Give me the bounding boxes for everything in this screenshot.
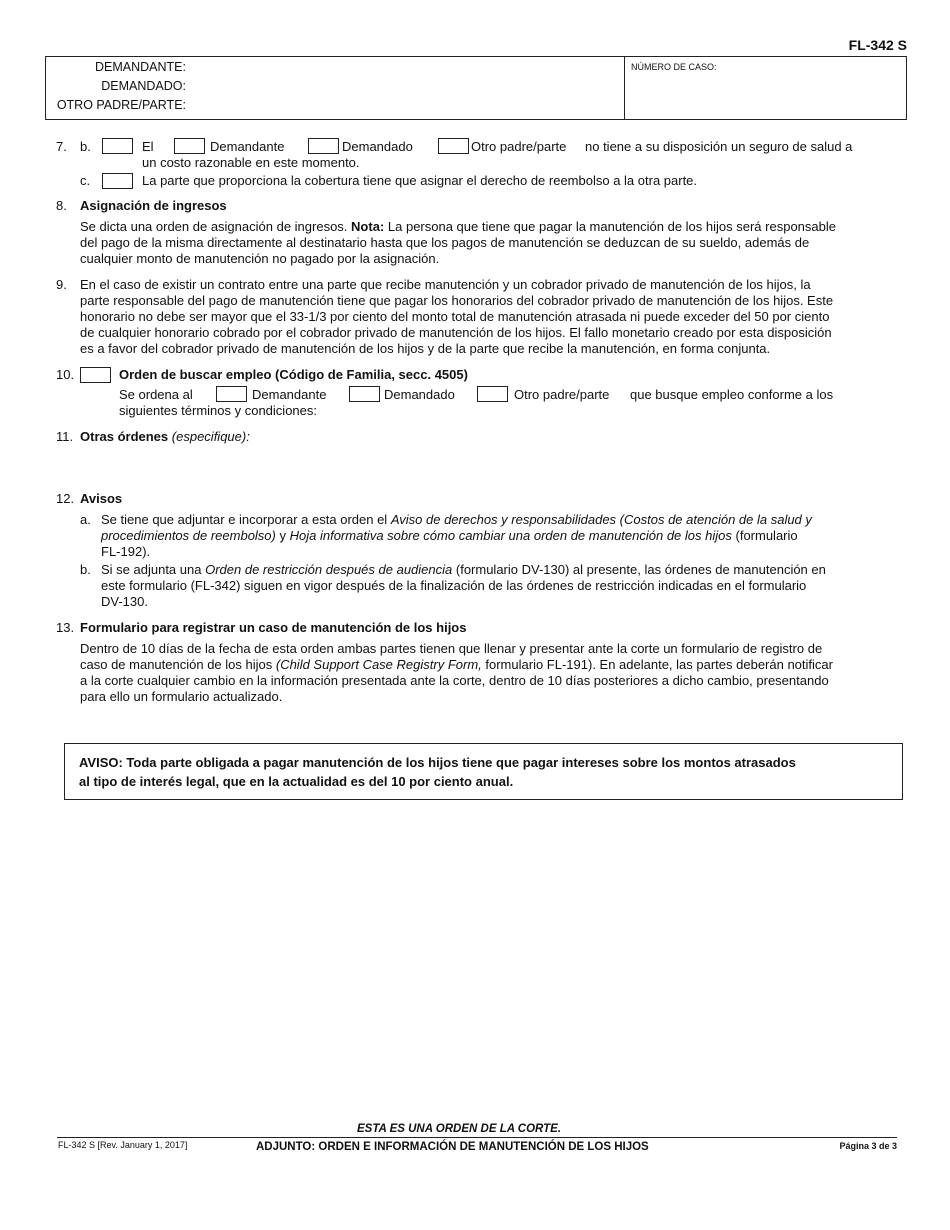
item13-line1: Dentro de 10 días de la fecha de esta orden ambas partes tienen que llenar y presentar ante la corte un formulario de registro de — [80, 641, 823, 656]
item9-line: parte responsable del pago de manutención tiene que pagar los honorarios del cobrador privado de manutención de los hijos. Este — [80, 293, 834, 308]
item12a-l1-it: Aviso de derechos y responsabilidades (Costos de atención de la salud y — [390, 512, 812, 527]
item10-demandado-label: Demandado — [384, 387, 455, 402]
footer-title: ADJUNTO: ORDEN E INFORMACIÓN DE MANUTENCIÓN DE LOS HIJOS — [256, 1141, 649, 1153]
item8-note: Nota: — [351, 219, 385, 234]
item9-line: honorario no debe ser mayor que el 33-1/3 por ciento del monto total de manutención atrasada ni puede exceder del 50 por ciento — [80, 309, 830, 324]
item13-l2-pre: caso de manutención de los hijos — [80, 657, 273, 672]
notice-line2: al tipo de interés legal, que en la actualidad es del 10 por ciento anual. — [79, 774, 514, 789]
item12b-l1-it: Orden de restricción después de audiencia — [205, 562, 453, 577]
form-code: FL-342 S — [848, 37, 907, 53]
case-number-label: NÚMERO DE CASO: — [631, 62, 717, 72]
item7b-demandado-checkbox[interactable] — [308, 138, 339, 154]
item12a-letter: a. — [80, 512, 91, 527]
item11-number: 11. — [56, 429, 74, 444]
item7b-text1: no tiene a su disposición un seguro de salud a — [585, 139, 853, 154]
item10-tail2: siguientes términos y condiciones: — [119, 403, 317, 418]
item12b-l1-pre: Si se adjunta una — [101, 562, 202, 577]
item13-line2 — [80, 657, 833, 673]
item11-specify: (especifique): — [171, 429, 250, 444]
item11-title: Otras órdenes — [80, 429, 169, 444]
item12a-l2-it1: procedimientos de reembolso) — [101, 528, 276, 543]
item10-tail1: que busque empleo conforme a los — [630, 387, 834, 402]
item12a-line2 — [101, 528, 798, 544]
item12a-l2-y: y — [279, 528, 286, 543]
item7c-letter: c. — [80, 173, 91, 188]
item12a-l2-it2: Hoja informativa sobre cómo cambiar una orden de manutención de los hijos — [289, 528, 732, 543]
item10-demandante-checkbox[interactable] — [216, 386, 247, 402]
item8-line1 — [80, 219, 836, 235]
item13-l2-post: formulario FL-191). En adelante, las partes deberán notificar — [485, 657, 833, 672]
item7b-demandado-label: Demandado — [342, 139, 413, 154]
item13-title: Formulario para registrar un caso de manutención de los hijos — [80, 620, 467, 635]
court-order-text: ESTA ES UNA ORDEN DE LA CORTE. — [357, 1123, 562, 1135]
item11-heading — [80, 429, 250, 445]
notice-line1: AVISO: Toda parte obligada a pagar manutención de los hijos tiene que pagar intereses sobre los montos atrasados — [79, 755, 796, 770]
item12a-l1-pre: Se tiene que adjuntar e incorporar a esta orden el — [101, 512, 388, 527]
item10-demandante-label: Demandante — [252, 387, 327, 402]
item7b-el: El — [142, 139, 154, 154]
item7b-checkbox[interactable] — [102, 138, 133, 154]
caption-box — [45, 56, 907, 120]
item9-line: es a favor del cobrador privado de manutención de los hijos y de la parte que recibe la manutención, en forma conjunta. — [80, 341, 771, 356]
item10-se-ordena: Se ordena al — [119, 387, 193, 402]
item10-title: Orden de buscar empleo (Código de Familia, secc. 4505) — [119, 367, 468, 382]
item12-title: Avisos — [80, 491, 123, 506]
item12a-l2-post: (formulario — [735, 528, 798, 543]
item10-otro-label: Otro padre/parte — [514, 387, 610, 402]
item9-line: de cualquier honorario cobrado por el cobrador privado de manutención de los hijos. El fallo monetario creado por esta disposición — [80, 325, 832, 340]
item8-title: Asignación de ingresos — [80, 198, 227, 213]
item13-line4: para ello un formulario actualizado. — [80, 689, 283, 704]
item7b-demandante-label: Demandante — [210, 139, 285, 154]
item8-line1-a: Se dicta una orden de asignación de ingresos. — [80, 219, 348, 234]
item12b-line1 — [101, 562, 826, 578]
item8-line1-b: La persona que tiene que pagar la manutención de los hijos será responsable — [387, 219, 836, 234]
otro-padre-label: OTRO PADRE/PARTE: — [56, 98, 186, 112]
item12b-l1-post: (formulario DV-130) al presente, las órdenes de manutención en — [455, 562, 826, 577]
item13-number: 13. — [56, 620, 75, 635]
item10-demandado-checkbox[interactable] — [349, 386, 380, 402]
footer-revision: FL-342 S [Rev. January 1, 2017] — [58, 1140, 188, 1150]
item7b-letter: b. — [80, 139, 91, 154]
item10-otro-checkbox[interactable] — [477, 386, 508, 402]
item9-line: En el caso de existir un contrato entre una parte que recibe manutención y un cobrador privado de manutención de los hijos, la — [80, 277, 811, 292]
item7c-checkbox[interactable] — [102, 173, 133, 189]
item8-line2: del pago de la misma directamente al destinatario hasta que los pagos de manutención se deduzcan de su sueldo, además de — [80, 235, 810, 250]
item10-number: 10. — [56, 367, 75, 382]
item12a-line3: FL-192). — [101, 544, 151, 559]
footer-rule — [57, 1137, 897, 1138]
item7c-text: La parte que proporciona la cobertura tiene que asignar el derecho de reembolso a la otra parte. — [142, 173, 698, 188]
item12b-line3: DV-130. — [101, 594, 148, 609]
demandante-label: DEMANDANTE: — [95, 60, 186, 74]
item10-checkbox[interactable] — [80, 367, 111, 383]
interest-notice-box — [64, 743, 903, 800]
item8-number: 8. — [56, 198, 67, 213]
item9-number: 9. — [56, 277, 67, 292]
item13-line3: a la corte cualquier cambio en la información presentada ante la corte, dentro de 10 días posteriores a dicho cambio, presentando — [80, 673, 829, 688]
item7b-otro-checkbox[interactable] — [438, 138, 469, 154]
item7b-demandante-checkbox[interactable] — [174, 138, 205, 154]
footer-page: Página 3 de 3 — [839, 1141, 897, 1151]
item7-number: 7. — [56, 139, 67, 154]
item12a-line1 — [101, 512, 812, 528]
item12b-line2: este formulario (FL-342) siguen en vigor después de la finalización de las órdenes de restricción indicadas en el formulario — [101, 578, 807, 593]
item12b-letter: b. — [80, 562, 91, 577]
item13-l2-it: (Child Support Case Registry Form, — [275, 657, 482, 672]
item8-line3: cualquier monto de manutención no pagado por la asignación. — [80, 251, 440, 266]
item12-number: 12. — [56, 491, 75, 506]
item7b-otro-label: Otro padre/parte — [471, 139, 567, 154]
caption-divider — [624, 57, 625, 119]
item7b-text2: un costo razonable en este momento. — [142, 155, 360, 170]
demandado-label: DEMANDADO: — [101, 79, 186, 93]
